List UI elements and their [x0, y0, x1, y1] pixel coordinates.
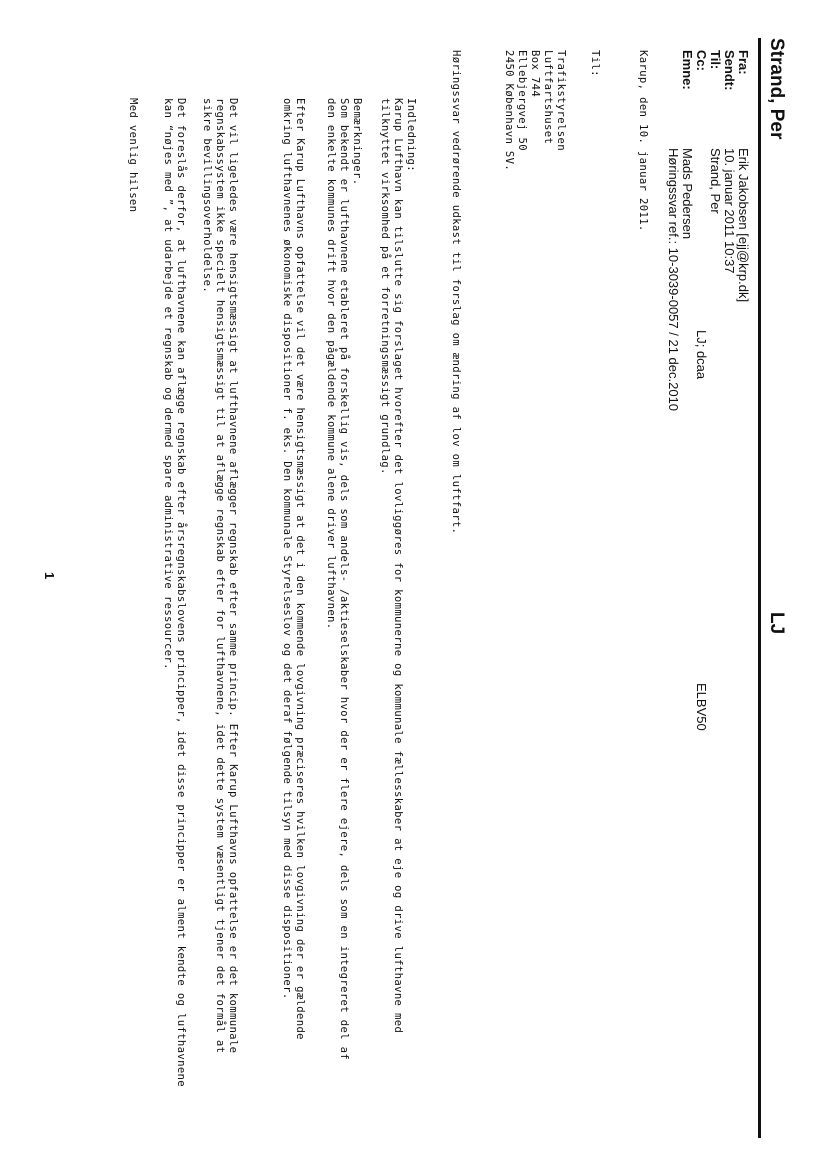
sent-value: 10. januar 2011 10:37	[722, 148, 737, 274]
subject-heading: Høringssvar vedrørende udkast til forslag om ændring af lov om luftfart.	[450, 50, 462, 535]
remarks-paragraph: Som bekendt er lufthavnene etableret på forskellig vis, dels som andels- /aktieselskaber hvor der er flere ejere, dels som en integreret del af den enkelte kommunes drift hvor den pågældende kommune alene driver lufthavnen.	[324, 98, 350, 1061]
subject-label: Emne:	[680, 50, 695, 90]
to-value: Strand, Per	[708, 148, 723, 214]
page-number: 1	[42, 572, 57, 580]
intro-paragraph: Karup Lufthavn kan tilslutte sig forslaget hvorefter det lovliggøres for kommunerne og kommunale fællesskaber at eje og drive lufthavne med tilknyttet virksomhed på et forretningsmæssigt grundlag.	[378, 98, 404, 1034]
to-label: Til:	[708, 50, 723, 70]
cc-label: Cc:	[694, 50, 709, 71]
place-date: Karup, den 10. januar 2011.	[637, 50, 649, 232]
sender-name: Strand, Per	[766, 38, 787, 140]
recipient-line: Trafikstyrelsen	[555, 50, 567, 151]
recipient-line: 2450 København SV.	[503, 50, 515, 172]
from-label: Fra:	[736, 50, 751, 75]
paragraph-proposal: Det foreslås derfor, at lufthavnene kan aflægge regnskab efter årsregnskabslovens principper, idet disse principper er alment kendte og lufthavnene kan “nøjes med ”, at udarbejde et regnskab og dermed spare administrative ressourcer.	[161, 98, 187, 1088]
intro-title: Indledning:	[405, 98, 417, 173]
recipient-line: Ellebjergvej 50	[516, 50, 528, 151]
to-code: ELBV50	[694, 683, 709, 731]
recipient-line: Luftfartshuset	[542, 50, 554, 145]
cc-value: Mads Pedersen	[680, 148, 695, 240]
recipient-line: Box 744	[529, 50, 541, 98]
from-value: Erik Jakobsen [ejj@krp.dk]	[736, 148, 751, 303]
sent-label: Sendt:	[722, 50, 737, 91]
header-rule	[758, 38, 761, 1138]
to-tag: LJ; dcaa	[694, 330, 709, 380]
to-line: Til:	[589, 50, 601, 77]
sender-initials: LJ	[766, 612, 787, 635]
paragraph-regulation: Efter Karup Lufthavns opfattelse vil det være hensigtsmæssigt at det i den kommende lovgivning præciseres hvilken lovgivning der er gældende omkring lufthavnenes økonomiske dispositioner f. eks. Den kommunale Styrelseslov og det deraf følgende tilsyn med disse dispositioner.	[280, 98, 306, 1040]
closing: Med venlig hilsen	[127, 98, 139, 213]
subject-value: Høringssvar ref.: 10-3039-0057 / 21 dec.2010	[666, 148, 681, 412]
paragraph-accounting: Det vil ligeledes være hensigtsmæssigt at lufthavnene aflægger regnskab efter samme princip. Efter Karup Lufthavns opfattelse er det kommunale regnskabssystem ikke specielt hensigtsmæssigt til at aflægge regnskab efter for lufthavnene, idet dette system væsentligt tjener det formål at sikre bevillingsoverholdelse.	[200, 98, 239, 1054]
remarks-title: Bemærkninger.	[351, 98, 363, 186]
